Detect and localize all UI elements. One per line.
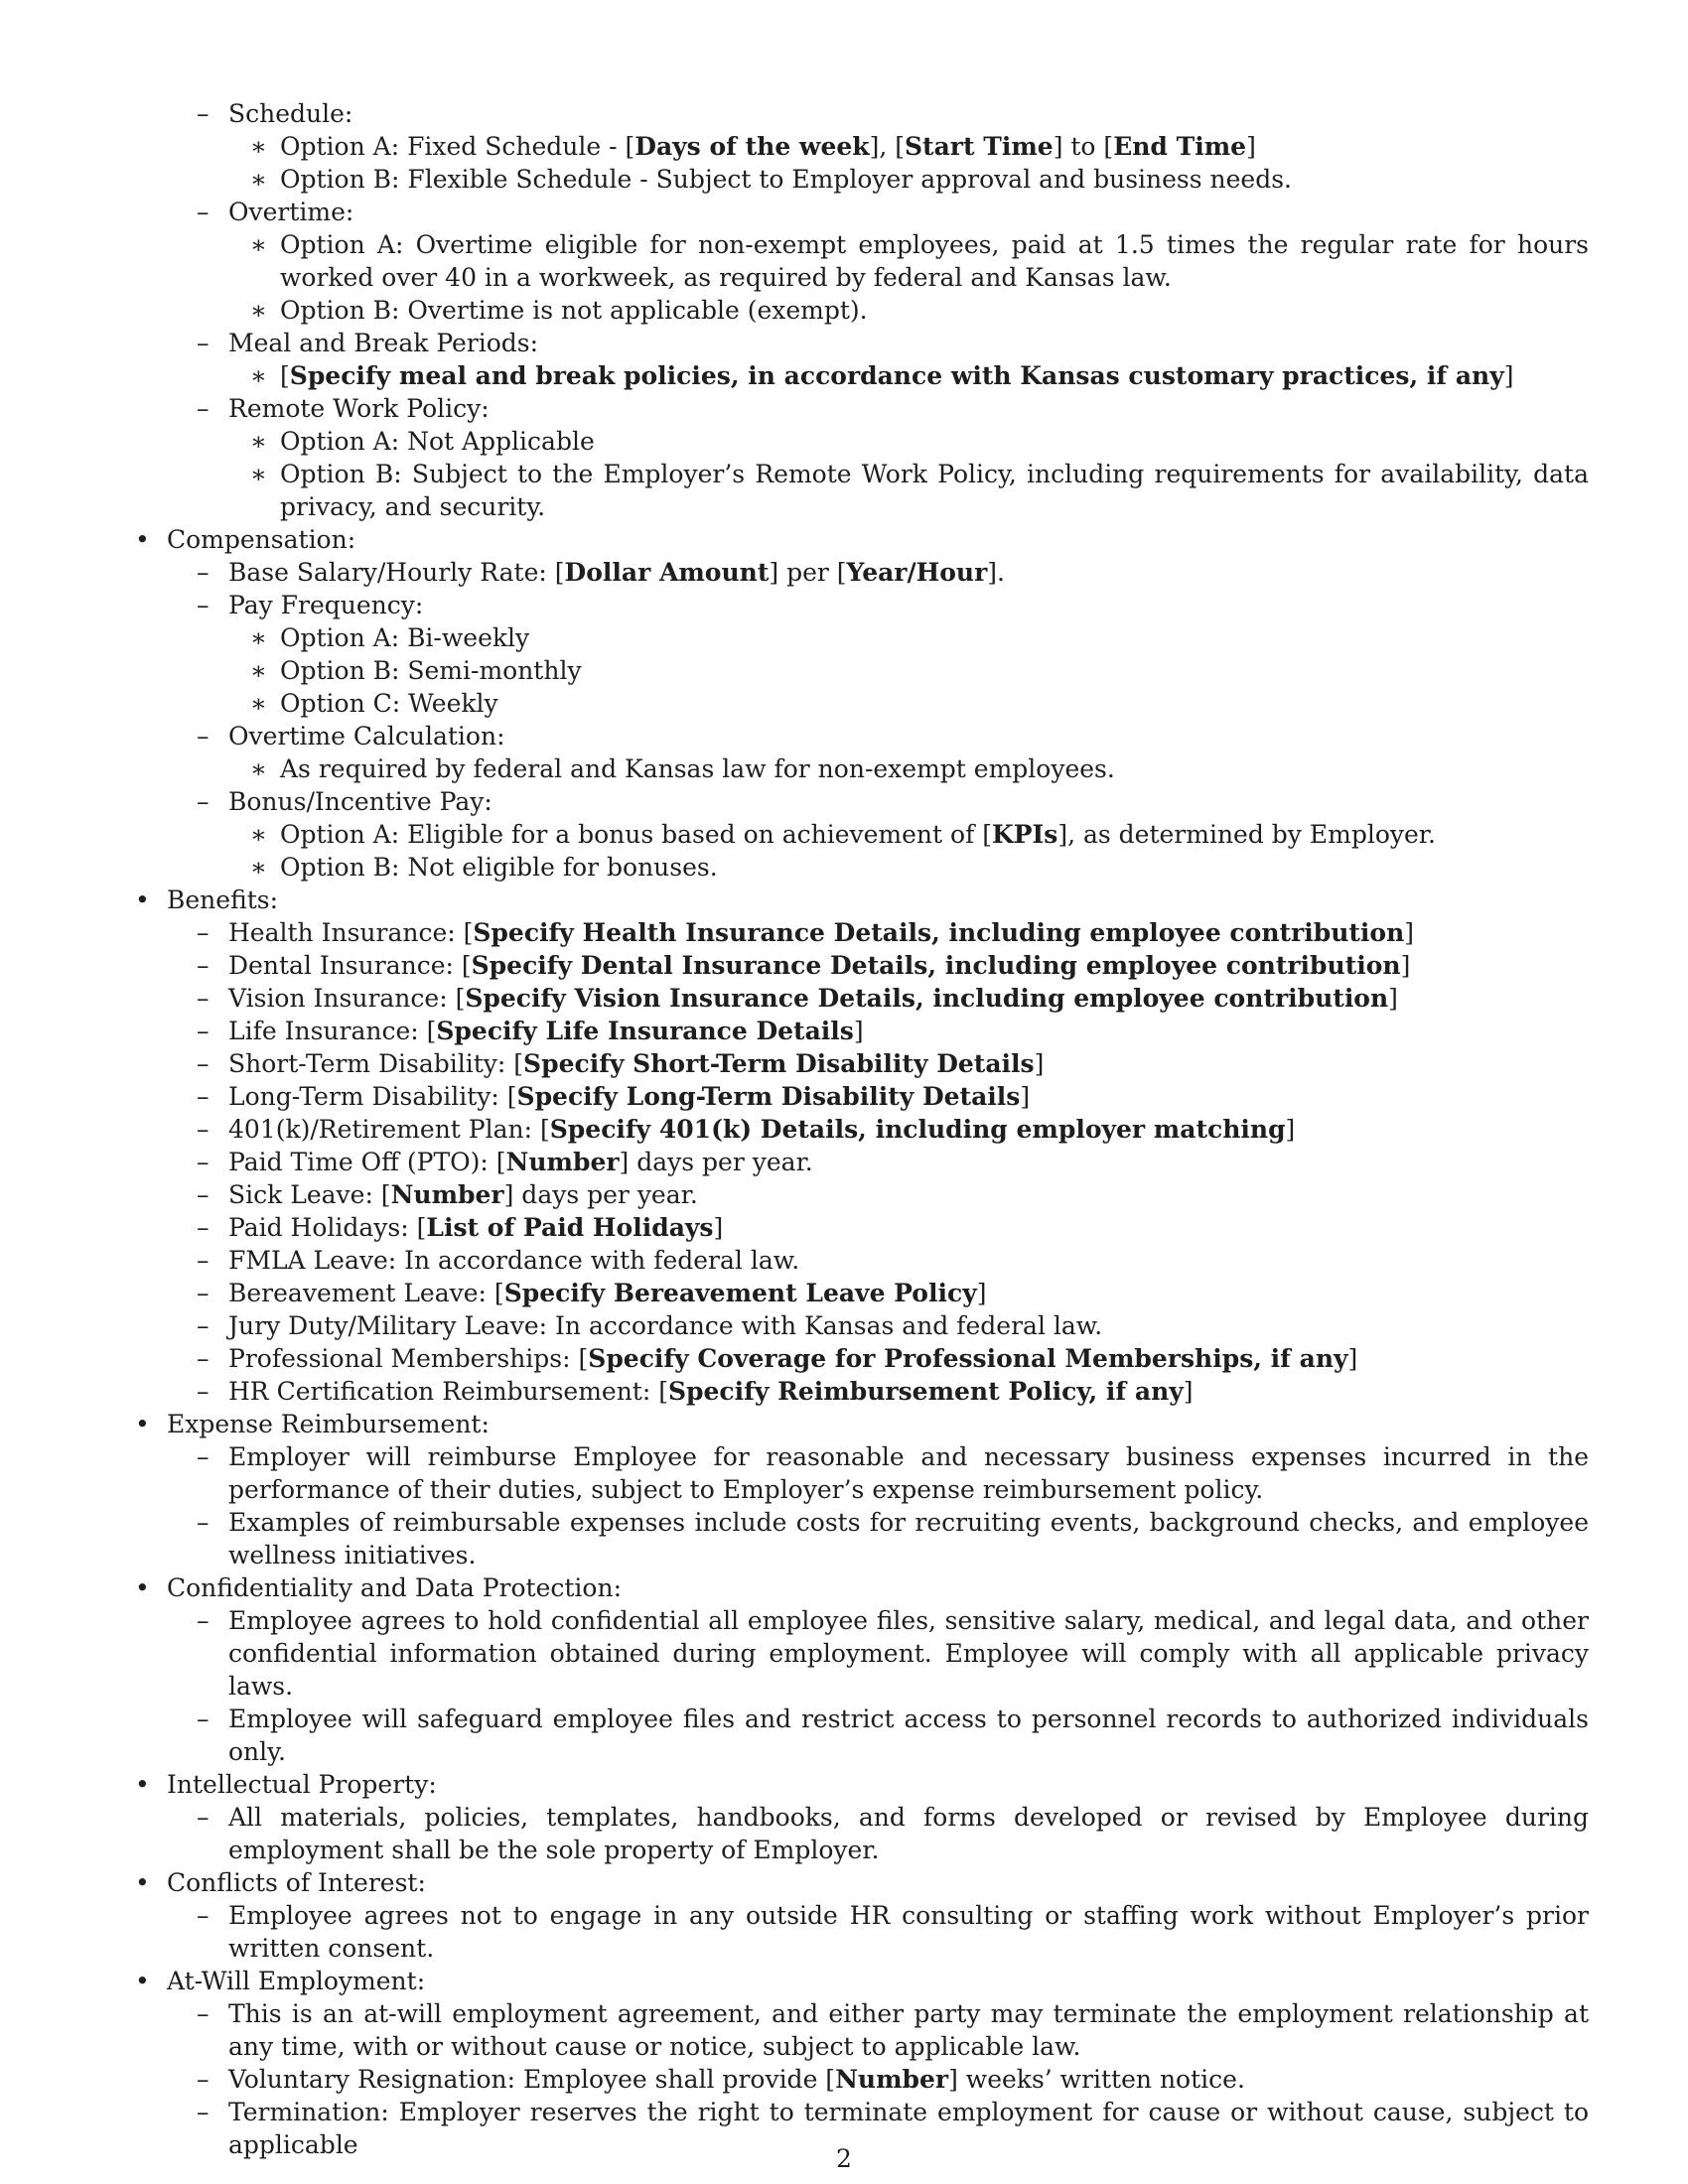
- list-marker: –: [197, 1049, 210, 1078]
- dash-item: [129, 1047, 1589, 1080]
- list-marker: ∗: [250, 165, 267, 194]
- list-marker: ∗: [250, 754, 267, 783]
- list-marker: •: [135, 525, 150, 554]
- list-marker: –: [197, 2065, 210, 2094]
- list-marker: ∗: [250, 820, 267, 849]
- item-text: ]: [976, 1279, 987, 1307]
- list-marker: ∗: [250, 460, 267, 488]
- item-text: Paid Holidays: [: [228, 1213, 427, 1242]
- placeholder-field: Specify Coverage for Professional Memberships, if any: [588, 1344, 1348, 1373]
- placeholder-field: Specify Short-Term Disability Details: [523, 1049, 1035, 1078]
- dash-item: [129, 785, 1589, 818]
- bullet-item: [129, 884, 1589, 916]
- dash-item: [129, 720, 1589, 752]
- dash-item: [129, 1015, 1589, 1047]
- placeholder-field: Specify Bereavement Leave Policy: [503, 1279, 977, 1307]
- placeholder-field: List of Paid Holidays: [426, 1213, 714, 1242]
- item-text: Option A: Not Applicable: [280, 427, 595, 456]
- item-text: Option A: Fixed Schedule -: [280, 132, 626, 161]
- list-marker: •: [135, 1770, 150, 1799]
- item-text: ]: [1503, 361, 1514, 390]
- dash-item: [129, 589, 1589, 621]
- item-text: Employee agrees not to engage in any outside HR consulting or staffing work without Employer’s prior written consent.: [228, 1901, 1589, 1963]
- item-text: ] weeks’ written notice.: [948, 2065, 1245, 2094]
- placeholder-field: Number: [835, 2065, 949, 2094]
- list-marker: ∗: [250, 132, 267, 161]
- placeholder-field: Number: [390, 1180, 504, 1209]
- item-text: ]: [1020, 1082, 1031, 1111]
- item-text: ] to [: [1053, 132, 1114, 161]
- item-text: ]: [1246, 132, 1256, 161]
- dash-item: [129, 392, 1589, 425]
- dash-item: [129, 327, 1589, 359]
- item-text: Paid Time Off (PTO): [: [228, 1148, 506, 1176]
- placeholder-field: KPIs: [992, 820, 1058, 849]
- bullet-item: [129, 523, 1589, 556]
- item-text: Short-Term Disability: [: [228, 1049, 524, 1078]
- list-marker: ∗: [250, 230, 267, 259]
- item-text: Life Insurance: [: [228, 1017, 437, 1045]
- placeholder-field: Days of the week: [634, 132, 870, 161]
- item-text: Compensation:: [167, 525, 356, 554]
- list-marker: ∗: [250, 361, 267, 390]
- item-text: ]: [853, 1017, 864, 1045]
- item-text: ].: [987, 558, 1005, 587]
- item-text: ] days per year.: [503, 1180, 698, 1209]
- dash-item: [129, 1801, 1589, 1866]
- item-text: Jury Duty/Military Leave: In accordance with Kansas and federal law.: [228, 1311, 1103, 1340]
- list-marker: •: [135, 1868, 150, 1897]
- list-marker: ∗: [250, 296, 267, 325]
- list-marker: –: [197, 1017, 210, 1045]
- placeholder-field: End Time: [1113, 132, 1247, 161]
- item-text: Conflicts of Interest:: [167, 1868, 426, 1897]
- item-text: 401(k)/Retirement Plan: [: [228, 1115, 550, 1144]
- list-marker: –: [197, 787, 210, 816]
- list-marker: –: [197, 918, 210, 947]
- item-text: At-Will Employment:: [167, 1967, 426, 1995]
- item-text: Option B: Overtime is not applicable (exempt).: [280, 296, 868, 325]
- item-text: Employer will reimburse Employee for reasonable and necessary business expenses incurred in the performance of their duties, subject to Employer’s expense reimbursement policy.: [228, 1442, 1589, 1504]
- list-marker: –: [197, 1246, 210, 1275]
- dash-item: [129, 1244, 1589, 1277]
- list-marker: •: [135, 1410, 150, 1438]
- item-text: Remote Work Policy:: [228, 394, 490, 423]
- bullet-item: [129, 1571, 1589, 1604]
- placeholder-field: Specify Health Insurance Details, including employee contribution: [473, 918, 1405, 947]
- item-text: ]: [1388, 984, 1398, 1013]
- item-text: Option A: Bi-weekly: [280, 623, 530, 652]
- item-text: Bereavement Leave: [: [228, 1279, 504, 1307]
- sub-item: [129, 130, 1589, 163]
- item-text: As required by federal and Kansas law for non-exempt employees.: [280, 754, 1115, 783]
- item-text: ]: [1347, 1344, 1358, 1373]
- item-text: [: [280, 361, 290, 390]
- list-marker: –: [197, 558, 210, 587]
- item-text: Option B: Subject to the Employer’s Remote Work Policy, including requirements for availability, data privacy, and security.: [280, 460, 1589, 521]
- dash-item: [129, 1899, 1589, 1965]
- bullet-item: [129, 1768, 1589, 1801]
- item-text: ]: [713, 1213, 724, 1242]
- item-text: Option A: Eligible for a bonus based on achievement of [: [280, 820, 993, 849]
- sub-item: [129, 359, 1589, 392]
- placeholder-field: Dollar Amount: [564, 558, 770, 587]
- dash-item: [129, 1440, 1589, 1506]
- list-marker: –: [197, 951, 210, 980]
- dash-item: [129, 1309, 1589, 1342]
- page-number: 2: [836, 2144, 852, 2173]
- item-text: ]: [1183, 1377, 1194, 1406]
- list-marker: –: [197, 1377, 210, 1406]
- list-marker: –: [197, 1180, 210, 1209]
- item-text: ], as determined by Employer.: [1057, 820, 1436, 849]
- sub-item: [129, 752, 1589, 785]
- sub-item: [129, 163, 1589, 196]
- item-text: Voluntary Resignation: Employee shall provide [: [228, 2065, 836, 2094]
- item-text: This is an at-will employment agreement, and either party may terminate the employment relationship at any time, with or without cause or notice, subject to applicable law.: [228, 1999, 1589, 2061]
- dash-item: [129, 1604, 1589, 1703]
- bullet-item: [129, 1866, 1589, 1899]
- list-marker: –: [197, 1901, 210, 1930]
- item-text: All materials, policies, templates, handbooks, and forms developed or revised by Employee during employment shall be the sole property of Employer.: [228, 1803, 1589, 1864]
- list-marker: –: [197, 1606, 210, 1635]
- placeholder-field: Specify Vision Insurance Details, including employee contribution: [465, 984, 1389, 1013]
- list-marker: –: [197, 1508, 210, 1537]
- item-text: Vision Insurance: [: [228, 984, 466, 1013]
- dash-item: [129, 196, 1589, 228]
- document-body: [129, 97, 1589, 2161]
- sub-item: [129, 228, 1589, 294]
- item-text: Termination: Employer reserves the right to terminate employment for cause or without cause, subject to applicable: [228, 2098, 1589, 2159]
- item-text: ] days per year.: [619, 1148, 813, 1176]
- list-marker: –: [197, 1999, 210, 2028]
- item-text: Overtime Calculation:: [228, 722, 505, 751]
- dash-item: [129, 1342, 1589, 1375]
- list-marker: –: [197, 1148, 210, 1176]
- list-marker: –: [197, 984, 210, 1013]
- dash-item: [129, 1703, 1589, 1768]
- item-text: ]: [1404, 918, 1415, 947]
- list-marker: –: [197, 1115, 210, 1144]
- placeholder-field: Specify 401(k) Details, including employer matching: [549, 1115, 1286, 1144]
- sub-item: [129, 425, 1589, 458]
- item-text: Overtime:: [228, 198, 354, 226]
- list-marker: –: [197, 722, 210, 751]
- item-text: Examples of reimbursable expenses include costs for recruiting events, background checks, and employee wellness initiatives.: [228, 1508, 1589, 1570]
- list-marker: –: [197, 2098, 210, 2126]
- dash-item: [129, 97, 1589, 130]
- item-text: Long-Term Disability: [: [228, 1082, 517, 1111]
- dash-item: [129, 1277, 1589, 1309]
- item-text: Pay Frequency:: [228, 591, 424, 619]
- dash-item: [129, 1997, 1589, 2063]
- item-text: Schedule:: [228, 99, 353, 128]
- list-marker: –: [197, 1311, 210, 1340]
- list-marker: •: [135, 886, 150, 914]
- list-marker: ∗: [250, 623, 267, 652]
- item-text: Sick Leave: [: [228, 1180, 391, 1209]
- dash-item: [129, 1146, 1589, 1178]
- placeholder-field: Specify Reimbursement Policy, if any: [667, 1377, 1184, 1406]
- dash-item: [129, 556, 1589, 589]
- list-marker: –: [197, 1442, 210, 1471]
- list-marker: •: [135, 1573, 150, 1602]
- list-marker: ∗: [250, 853, 267, 882]
- item-text: Expense Reimbursement:: [167, 1410, 490, 1438]
- item-text: ]: [1034, 1049, 1045, 1078]
- list-marker: ∗: [250, 427, 267, 456]
- list-marker: –: [197, 99, 210, 128]
- sub-item: [129, 294, 1589, 327]
- list-marker: ∗: [250, 689, 267, 718]
- item-text: Bonus/Incentive Pay:: [228, 787, 492, 816]
- sub-item: [129, 818, 1589, 851]
- item-text: Confidentiality and Data Protection:: [167, 1573, 622, 1602]
- bullet-item: [129, 1408, 1589, 1440]
- list-marker: –: [197, 1082, 210, 1111]
- dash-item: [129, 1113, 1589, 1146]
- list-marker: –: [197, 329, 210, 357]
- item-text: Base Salary/Hourly Rate: [: [228, 558, 565, 587]
- item-text: FMLA Leave: In accordance with federal law.: [228, 1246, 800, 1275]
- item-text: Benefits:: [167, 886, 279, 914]
- placeholder-field: Specify meal and break policies, in accordance with Kansas customary practices, if any: [289, 361, 1504, 390]
- list-marker: –: [197, 1213, 210, 1242]
- dash-item: [129, 949, 1589, 982]
- item-text: ], [: [869, 132, 905, 161]
- list-marker: –: [197, 1279, 210, 1307]
- placeholder-field: Year/Hour: [846, 558, 988, 587]
- dash-item: [129, 1178, 1589, 1211]
- dash-item: [129, 1080, 1589, 1113]
- sub-item: [129, 851, 1589, 884]
- item-text: ] per [: [769, 558, 847, 587]
- list-marker: –: [197, 1344, 210, 1373]
- sub-item: [129, 654, 1589, 687]
- list-marker: •: [135, 1967, 150, 1995]
- sub-item: [129, 458, 1589, 523]
- list-marker: –: [197, 394, 210, 423]
- item-text: ]: [1285, 1115, 1296, 1144]
- placeholder-field: Specify Dental Insurance Details, including employee contribution: [471, 951, 1401, 980]
- sub-item: [129, 687, 1589, 720]
- dash-item: [129, 2063, 1589, 2096]
- placeholder-field: Specify Life Insurance Details: [436, 1017, 854, 1045]
- list-marker: –: [197, 1803, 210, 1832]
- item-text: Dental Insurance: [: [228, 951, 472, 980]
- dash-item: [129, 1211, 1589, 1244]
- item-text: Option C: Weekly: [280, 689, 498, 718]
- dash-item: [129, 982, 1589, 1015]
- bullet-item: [129, 1965, 1589, 1997]
- item-text: Option B: Not eligible for bonuses.: [280, 853, 718, 882]
- item-text: Intellectual Property:: [167, 1770, 437, 1799]
- sub-item: [129, 621, 1589, 654]
- dash-item: [129, 916, 1589, 949]
- list-marker: –: [197, 198, 210, 226]
- item-text: [: [625, 132, 635, 161]
- item-text: Professional Memberships: [: [228, 1344, 589, 1373]
- placeholder-field: Start Time: [905, 132, 1054, 161]
- item-text: ]: [1400, 951, 1411, 980]
- list-marker: –: [197, 1705, 210, 1733]
- item-text: Option A: Overtime eligible for non-exempt employees, paid at 1.5 times the regular rate for hours worked over 40 in a workweek, as required by federal and Kansas law.: [280, 230, 1589, 292]
- item-text: HR Certification Reimbursement: [: [228, 1377, 668, 1406]
- item-text: Option B: Semi-monthly: [280, 656, 582, 685]
- item-text: Employee agrees to hold confidential all employee files, sensitive salary, medical, and legal data, and other confidential information obtained during employment. Employee will comply with all applicable privacy laws.: [228, 1606, 1589, 1701]
- dash-item: [129, 1506, 1589, 1571]
- item-text: Option B: Flexible Schedule - Subject to Employer approval and business needs.: [280, 165, 1292, 194]
- item-text: Employee will safeguard employee files and restrict access to personnel records to authorized individuals only.: [228, 1705, 1589, 1766]
- item-text: Health Insurance: [: [228, 918, 474, 947]
- placeholder-field: Specify Long-Term Disability Details: [516, 1082, 1021, 1111]
- placeholder-field: Number: [505, 1148, 620, 1176]
- list-marker: –: [197, 591, 210, 619]
- list-marker: ∗: [250, 656, 267, 685]
- item-text: Meal and Break Periods:: [228, 329, 539, 357]
- dash-item: [129, 1375, 1589, 1408]
